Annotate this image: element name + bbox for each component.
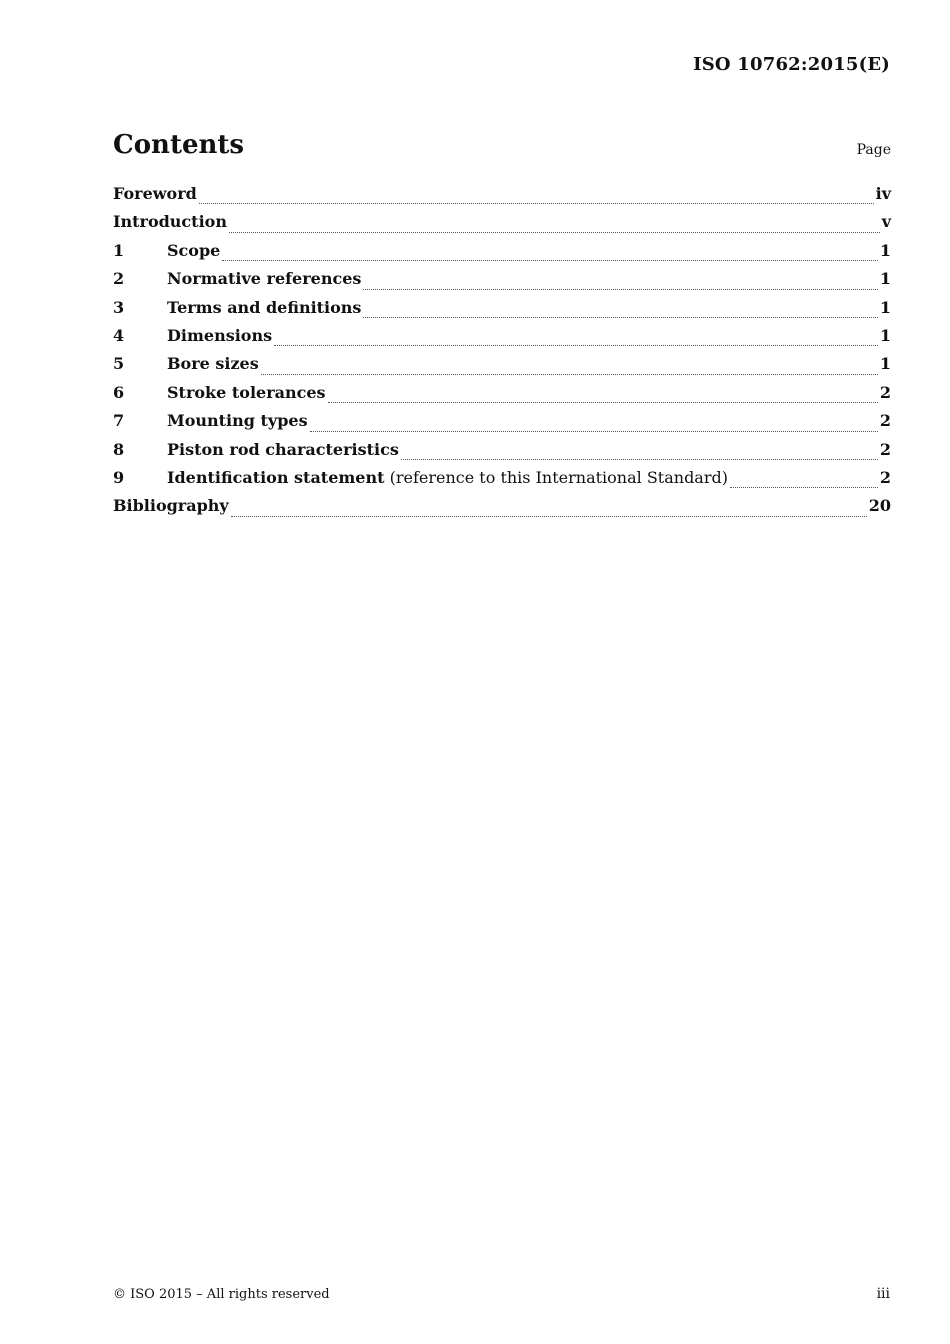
contents-title: Contents — [113, 130, 245, 160]
toc-dot-leader — [274, 344, 878, 346]
toc-entry-page: 2 — [879, 467, 891, 487]
document-id: ISO 10762:2015(E) — [693, 54, 890, 75]
page-number: iii — [876, 1286, 890, 1302]
toc-dot-leader — [363, 288, 877, 290]
table-of-contents — [113, 184, 891, 525]
toc-entry-subtitle: (reference to this International Standard) — [384, 467, 728, 487]
toc-entry-title: Foreword — [113, 184, 197, 203]
toc-entry[interactable] — [113, 496, 891, 524]
toc-dot-leader — [730, 486, 878, 488]
toc-dot-leader — [261, 373, 878, 375]
toc-entry-number: 6 — [113, 382, 125, 402]
copyright-notice: © ISO 2015 – All rights reserved — [113, 1287, 330, 1302]
toc-entry[interactable] — [113, 241, 891, 269]
toc-dot-leader — [229, 231, 880, 233]
toc-dot-leader — [222, 259, 878, 261]
toc-entry-title: Scope — [167, 240, 221, 260]
toc-entry[interactable] — [113, 184, 891, 212]
toc-dot-leader — [363, 316, 877, 318]
toc-entry-page: 1 — [879, 325, 891, 345]
toc-entry-title: Bibliography — [113, 496, 229, 516]
toc-entry[interactable] — [113, 411, 891, 439]
toc-entry-page: 1 — [879, 297, 891, 317]
toc-entry[interactable] — [113, 468, 891, 496]
contents-header — [113, 130, 891, 166]
toc-entry[interactable] — [113, 298, 891, 326]
toc-entry-number: 7 — [113, 411, 125, 431]
toc-entry-number: 9 — [113, 467, 125, 487]
toc-entry-page: iv — [875, 184, 891, 203]
toc-entry[interactable] — [113, 269, 891, 297]
toc-dot-leader — [199, 202, 874, 204]
toc-dot-leader — [401, 458, 878, 460]
toc-entry-page: v — [881, 212, 891, 232]
toc-dot-leader — [328, 401, 878, 403]
toc-entry-page: 2 — [879, 439, 891, 459]
page-column-label: Page — [856, 142, 891, 158]
toc-entry-title: Normative references — [167, 269, 362, 289]
toc-entry-title: Stroke tolerances — [167, 382, 326, 402]
toc-dot-leader — [231, 515, 867, 517]
toc-entry-page: 1 — [879, 354, 891, 374]
toc-entry-title: Identification statement — [167, 467, 385, 487]
toc-entry-title: Piston rod characteristics — [167, 439, 399, 459]
toc-entry-page: 2 — [879, 382, 891, 402]
toc-entry-page: 1 — [879, 269, 891, 289]
toc-entry-title: Bore sizes — [167, 354, 259, 374]
toc-entry-title: Dimensions — [167, 325, 273, 345]
toc-entry-number: 8 — [113, 439, 125, 459]
toc-entry[interactable] — [113, 354, 891, 382]
toc-entry-page: 1 — [879, 240, 891, 260]
toc-entry-title: Terms and definitions — [167, 297, 362, 317]
toc-entry-page: 2 — [879, 411, 891, 431]
toc-entry-number: 4 — [113, 325, 125, 345]
toc-entry-number: 3 — [113, 297, 125, 317]
toc-entry-number: 1 — [113, 240, 125, 260]
toc-entry-page: 20 — [868, 496, 891, 516]
toc-entry-title: Mounting types — [167, 411, 308, 431]
toc-entry-title: Introduction — [113, 212, 227, 232]
toc-entry[interactable] — [113, 326, 891, 354]
toc-entry[interactable] — [113, 383, 891, 411]
toc-entry-number: 5 — [113, 354, 125, 374]
toc-dot-leader — [310, 430, 878, 432]
toc-entry[interactable] — [113, 212, 891, 240]
toc-entry[interactable] — [113, 440, 891, 468]
toc-entry-number: 2 — [113, 269, 125, 289]
